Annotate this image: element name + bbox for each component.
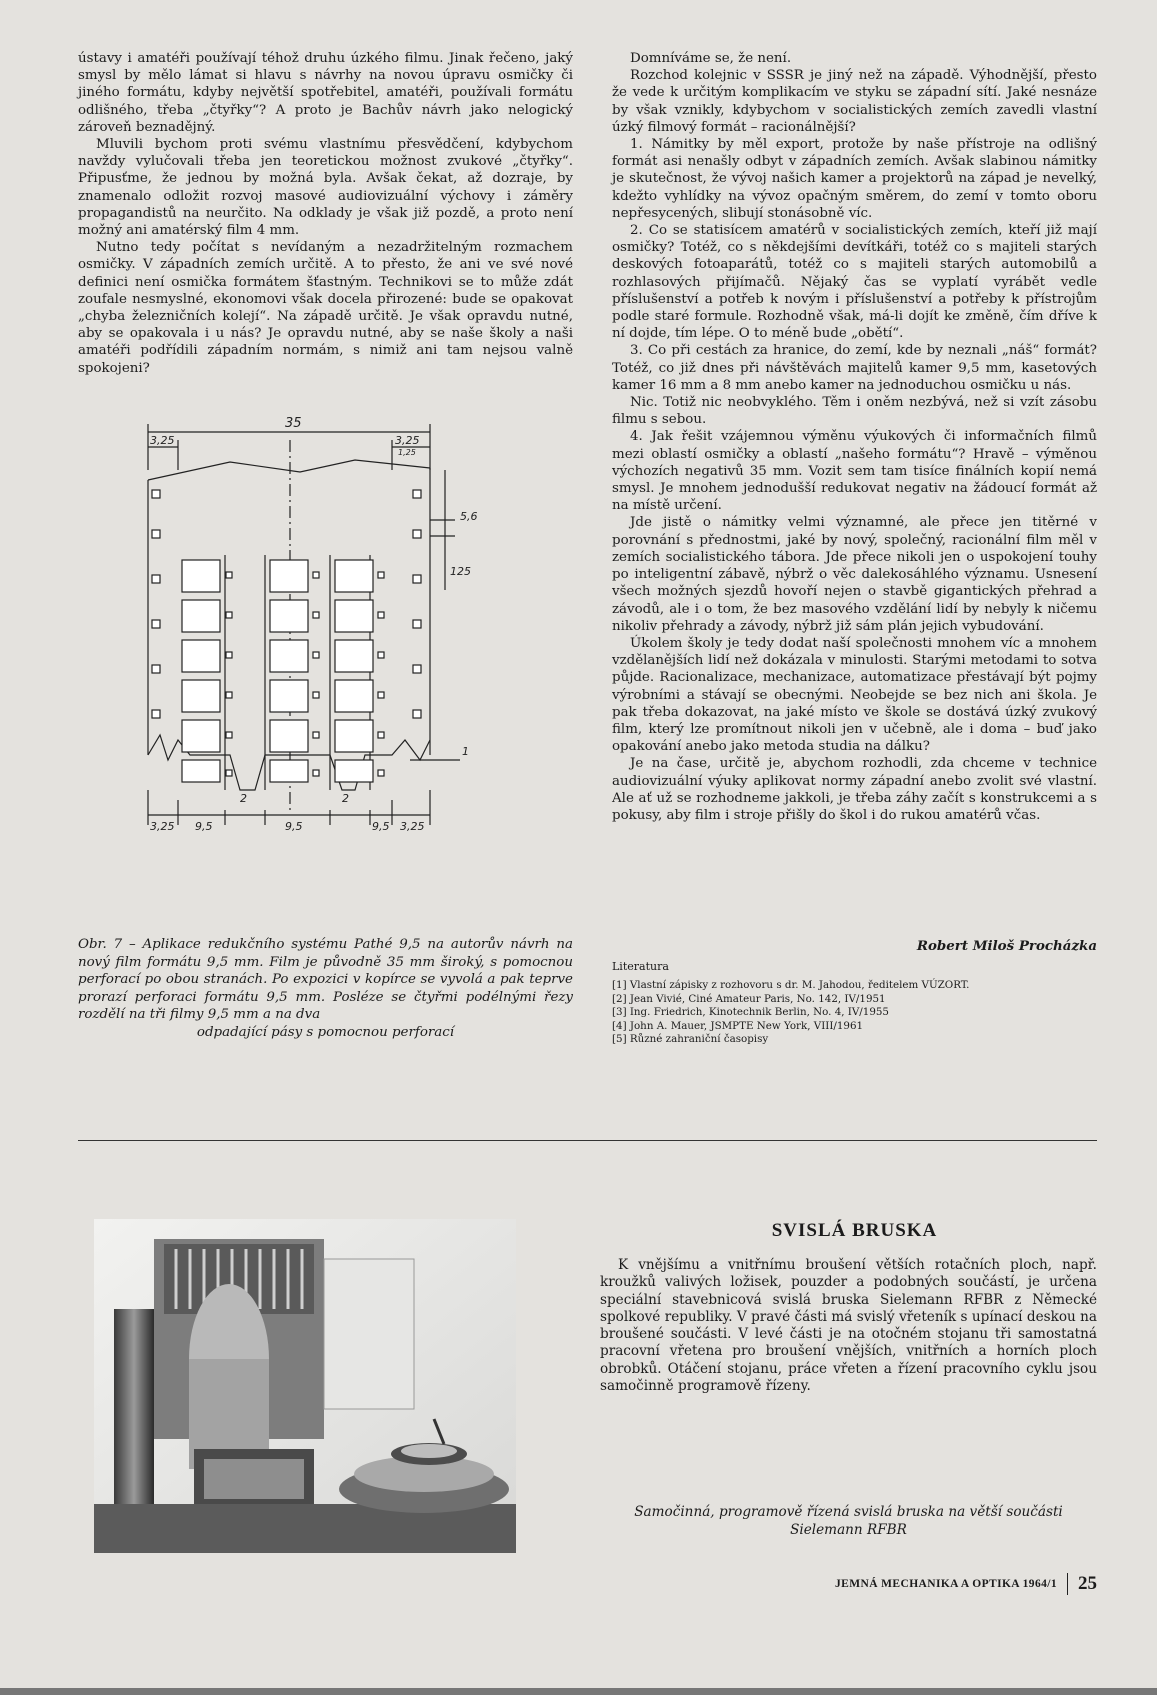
section-divider — [78, 1140, 1097, 1141]
paragraph: Domníváme se, že není. — [630, 51, 792, 66]
paragraph: 3. Co při cestách za hranice, do zemí, kde by neznali „náš“ formát? Totéž, co již dnes při návštěvách majitelů kamer 9,5 mm, kasetových kamer 16 mm a 8 mm anebo kamer na jednoduchou osmičku u nás. — [612, 343, 1097, 393]
paragraph: K vnějšímu a vnitřnímu broušení větších rotačních ploch, např. kroužků valivých ložisek, pouzder a podobných součástí, je určena speciální stavebnicová svislá bruska Sielemann RFBR z Německé spolkové republiky. V pravé části má svislý vřeteník s upínací deskou na broušené součásti. V levé části je na otočném stojanu tři samostatná pracovní vřetena pro broušení vnějších, vnitřních a horních ploch obrobků. Otáčení stojanu, práce vřeten a řízení pracovního cyklu jsou samočinně programově řízeny. — [600, 1257, 1097, 1395]
dim-label: 3,25 — [400, 820, 425, 833]
paragraph: Nic. Totiž nic neobvyklého. Těm i oněm nezbývá, než si vzít zásobu filmu s sebou. — [612, 395, 1097, 428]
literature-item: [1] Vlastní zápisky z rozhovoru s dr. M. Jahodou, ředitelem VÚZORT. — [612, 979, 970, 991]
dim-label: 3,25 — [150, 434, 175, 447]
grinding-machine-photo — [94, 1219, 516, 1553]
scan-edge — [0, 1688, 1157, 1695]
author-name: Robert Miloš Procházka — [916, 938, 1097, 954]
paragraph: Rozchod kolejnic v SSSR je jiný než na západě. Výhodnější, přesto že vede k určitým komplikacím ve styku se západní sítí. Jaké nesnáze by však vznikly, kdybychom v socialistických zemích zavedli vlastní úzký filmový formát – racionálnější? — [612, 68, 1097, 135]
dim-label: 9,5 — [195, 820, 213, 833]
literature-item: [2] Jean Vivié, Ciné Amateur Paris, No. 142, IV/1951 — [612, 992, 886, 1005]
dim-label: 125 — [450, 565, 471, 578]
article-title: SVISLÁ BRUSKA — [771, 1220, 938, 1241]
film-format-diagram — [130, 410, 530, 910]
paragraph: Úkolem školy je tedy dodat naší společnosti mnohem víc a mnohem vzdělanějších lidí než dokázala v minulosti. Starými metodami to sotva půjde. Racionalizace, mechanizace, automatizace přestávají být pojmy výrobními a stávají se obecnými. Neobejde se bez nich ani škola. Je pak třeba dokazovat, na jaké místo ve škole se dostává úzký zvukový film, který lze promítnout nikoli jen v učebně, ale i doma – buď jako opakování anebo jako metoda studia na dálku? — [612, 635, 1097, 755]
literature-heading: Literatura — [612, 960, 669, 973]
paragraph: Je na čase, určitě je, abychom rozhodli, zda chceme v technice audiovizuální výuky aplikovat normy západní anebo zvolit své vlastní. Ale ať už se rozhodneme jakkoli, je třeba záhy začít s konstrukcemi a s pokusy, aby film i stroje přišly do škol i do rukou amatérů včas. — [612, 756, 1097, 823]
dim-label: 2 — [342, 792, 349, 805]
article-body — [600, 1257, 1097, 1395]
dim-label: 9,5 — [285, 820, 303, 833]
paragraph: ústavy i amatéři používají téhož druhu úzkého filmu. Jinak řečeno, jaký smysl by mělo lámat si hlavu s návrhy na novou úpravu osmičky či jiného formátu, kdyby největší spotřebitel, amatéři, používali formátu odlišného, třeba „čtyřky“? A proto je Bachův návrh jako nelogický zároveň beznadějný. — [78, 51, 573, 135]
dim-label: 1 — [462, 745, 469, 758]
literature-item: [5] Různé zahraniční časopisy — [612, 1033, 769, 1046]
dim-label: 3,25 — [150, 820, 175, 833]
figure-caption-text: Obr. 7 – Aplikace redukčního systému Pathé 9,5 na autorův návrh na nový film formátu 9,5 mm. Film je původně 35 mm široký, s pomocnou perforací po obou stranách. Po expozici v kopírce se vyvolá a pak teprve prorazí perforaci formátu 9,5 mm. Posléze se čtyřmi podélnými řezy rozdělí na tři filmy 9,5 mm a na dva — [78, 937, 573, 1022]
figure-caption — [78, 936, 573, 1041]
right-text-column — [612, 50, 1097, 824]
journal-name: JEMNÁ MECHANIKA A OPTIKA 1964/1 — [835, 1578, 1057, 1590]
paragraph: 1. Námitky by měl export, protože by naše přístroje na odlišný formát asi nenašly odbyt v západních zemích. Avšak slabinou námitky je skutečnost, že vývoj našich kamer a projektorů na západ je nevelký, kdežto vyhlídky na vývoz opačným směrem, do zemí v tomto oboru nepřesycených, slibují stonásobně víc. — [612, 137, 1097, 221]
dim-label: 5,6 — [460, 510, 478, 523]
dim-label: 35 — [285, 416, 302, 431]
paragraph: Nutno tedy počítat s nevídaným a nezadržitelným rozmachem osmičky. V západních zemích určitě. A to přesto, že ani ve své nové definici není osmička formátem šťastným. Technikovi se to může zdát zoufale nesmyslné, ekonomovi však docela přirozené: bude se opakovat „chyba železničních kolejí“. Na západě určitě. Je však opravdu nutné, aby se opakovala i u nás? Je opravdu nutné, aby se naše školy a naši amatéři podřídili západním normám, s nimiž ani tam nejsou valně spokojeni? — [78, 240, 573, 376]
page-number: 25 — [1078, 1573, 1097, 1594]
paragraph: 2. Co se statisícem amatérů v socialistických zemích, kteří již mají osmičky? Totéž, co s někdejšími devítkáři, totéž co s majiteli starých deskových fotoaparátů, totéž co s majiteli starých automobilů a rozhlasových přijímačů. Nějaký čas se vyplatí vyrábět vedle příslušenství a potřeb k novým i příslušenství a potřeby k přístrojům podle staré formule. Rozhodně však, má-li dojít ke změně, čím dříve k ní dojde, tím lépe. O to méně bude „obětí“. — [612, 223, 1097, 342]
paragraph: Jde jistě o námitky velmi významné, ale přece jen titěrné v porovnání s přednostmi, jaké by nový, společný, racionální film měl v zemích socialistického tábora. Jde přece nikoli jen o uspokojení touhy po inteligentní zábavě, nýbrž o věc dalekosáhlého významu. Usnesení všech možných sjezdů hovoří nejen o stavbě gigantických přehrad a závodů, ale i o tom, že bez masového vzdělání lidí by nebyly k ničemu nikoliv přehrady a závody, nýbrž již sám plán jejich vybudování. — [612, 515, 1097, 634]
paragraph: 4. Jak řešit vzájemnou výměnu výukových či informačních filmů mezi oblastí osmičky a oblastí „našeho formátu“? Hravě – výměnou výchozích negativů 35 mm. Vozit sem tam tisíce finálních kopií nemá smysl. Je mnohem jednodušší redukovat negativ na žádoucí formát až na místě určení. — [612, 429, 1097, 514]
literature-item: [4] John A. Mauer, JSMPTE New York, VIII/1961 — [612, 1019, 864, 1032]
footer-separator — [1067, 1573, 1068, 1595]
figure-caption-last-line: odpadající pásy s pomocnou perforací — [196, 1024, 455, 1040]
literature-item: [3] Ing. Friedrich, Kinotechnik Berlin, No. 4, IV/1955 — [612, 1006, 889, 1019]
dim-label: 9,5 — [372, 820, 390, 833]
dim-label: 3,25 — [395, 434, 420, 447]
page-footer — [612, 1573, 1097, 1595]
paragraph: Mluvili bychom proti svému vlastnímu přesvědčení, kdybychom navždy vylučovali třeba jen teoretickou možnost zvukové „čtyřky“. Připusťme, že jednou by možná byla. Avšak čekat, až dozraje, by znamenalo odložit rozvoj masové audiovizuální výchovy i záměry propagandistů na neurčito. Na odklady je však již pozdě, a proto není možný ani amatérský film 4 mm. — [78, 137, 573, 239]
photo-caption: Samočinná, programově řízená svislá bruska na větší součásti Sielemann RFBR — [634, 1504, 1063, 1538]
dim-label: 2 — [240, 792, 247, 805]
dim-label: 1,25 — [398, 448, 416, 457]
literature-list — [612, 979, 1097, 1047]
left-text-column — [78, 50, 573, 377]
